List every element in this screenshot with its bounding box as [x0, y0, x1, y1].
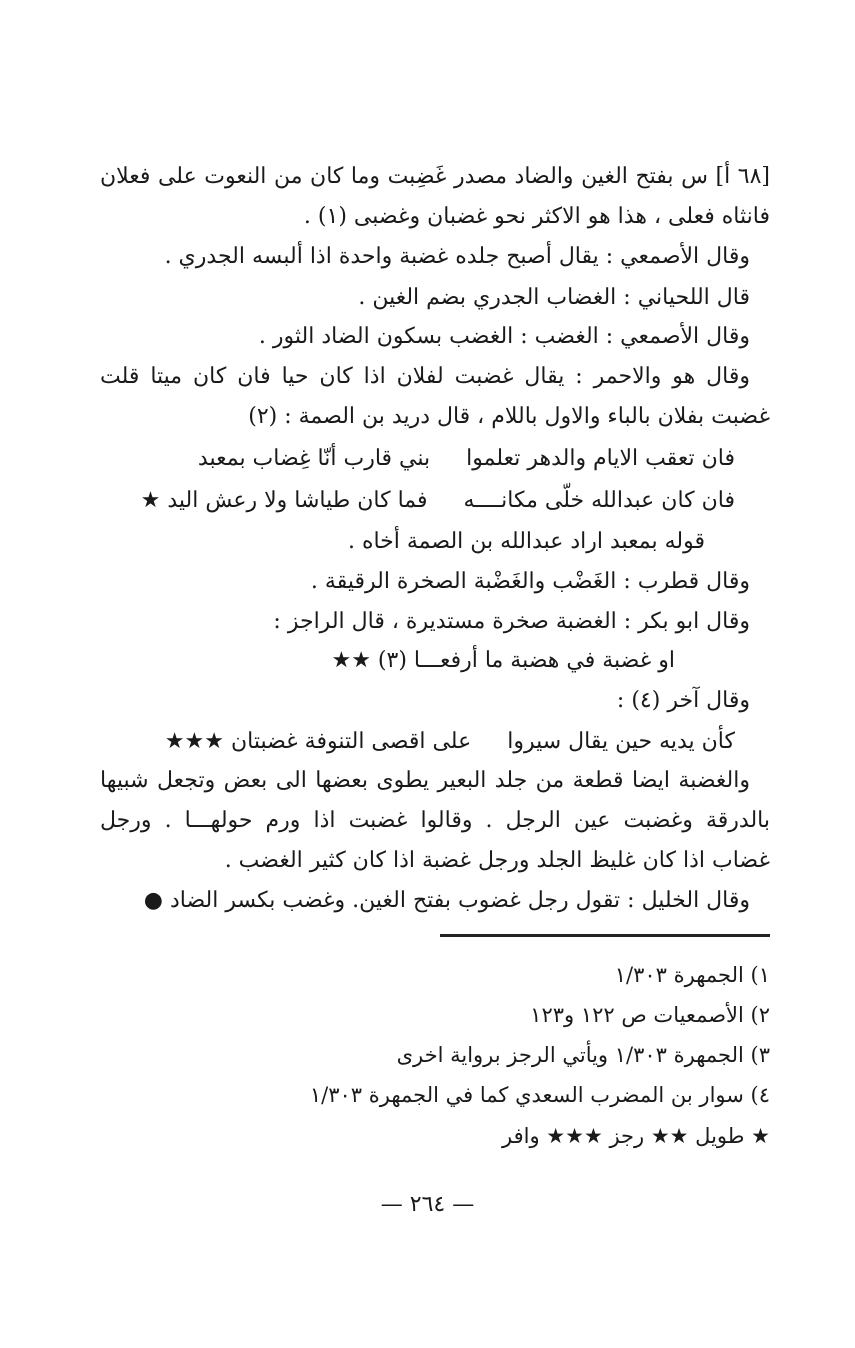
meter-key: ★ طويل ★★ رجز ★★★ وافر [502, 1124, 770, 1148]
text-line-1: [٦٨ أ] س بفتح الغين والضاد مصدر غَضِبت وما كان من النعوت على فعلان [100, 164, 770, 189]
verse-hemistich: فان كان عبدالله خلّى مكانــــه [463, 488, 735, 513]
rajaz-line: او غضبة في هضبة ما أرفعـــا (٣) ★★ [331, 648, 675, 673]
text-line-7: غضبت بفلان بالباء والاول باللام ، قال دريد بن الصمة : (٢) [248, 404, 770, 429]
text-line-10: وقال ابو بكر : الغضبة صخرة مستديرة ، قال الراجز : [273, 609, 750, 634]
text-line-15: وقال الخليل : تقول رجل غضوب بفتح الغين. وغضب بكسر الضاد ● [143, 888, 750, 913]
text-line-8: قوله بمعبد اراد عبدالله بن الصمة أخاه . [347, 529, 705, 554]
text-line-14: غضاب اذا كان غليظ الجلد ورجل غضبة اذا كان كثير الغضب . [224, 848, 770, 873]
footnote-2: ٢) الأصمعيات ص ١٢٢ و١٢٣ [530, 1003, 770, 1027]
verse-hemistich: فما كان طياشا ولا رعش اليد ★ [140, 488, 428, 513]
verse-hemistich: على اقصى التنوفة غضبتان ★★★ [164, 729, 472, 754]
text-line-5: وقال الأصمعي : الغضب : الغضب بسكون الضاد الثور . [258, 324, 750, 349]
page-number: — ٢٦٤ — [380, 1192, 475, 1217]
text-line-11: وقال آخر (٤) : [616, 688, 750, 713]
footnote-1: ١) الجمهرة ١/٣٠٣ [614, 963, 770, 987]
footnote-3: ٣) الجمهرة ١/٣٠٣ ويأتي الرجز برواية اخرى [396, 1043, 770, 1067]
text-line-3: وقال الأصمعي : يقال أصبح جلده غضبة واحدة اذا ألبسه الجدري . [164, 244, 750, 269]
verse-2 [165, 727, 735, 757]
verse-1-line-1 [198, 444, 735, 474]
text-line-2: فانثاه فعلى ، هذا هو الاكثر نحو غضبان وغضبى (١) . [303, 204, 770, 229]
verse-hemistich: فان تعقب الايام والدهر تعلموا [466, 446, 735, 471]
verse-hemistich: بني قارب أنّا غِضاب بمعبد [197, 446, 431, 471]
verse-1-line-2 [141, 486, 735, 516]
footnote-divider [440, 934, 770, 937]
text-line-9: وقال قطرب : الغَضْب والغَضْبة الصخرة الرقيقة . [310, 569, 750, 594]
text-line-6: وقال هو والاحمر : يقال غضبت لفلان اذا كان حيا فان كان ميتا قلت [100, 364, 750, 389]
verse-hemistich: كأن يديه حين يقال سيروا [507, 729, 735, 754]
text-line-12: والغضبة ايضا قطعة من جلد البعير يطوى بعضها الى بعض وتجعل شبيها [100, 768, 750, 793]
footnote-4: ٤) سوار بن المضرب السعدي كما في الجمهرة ١/٣٠٣ [309, 1083, 770, 1107]
text-line-13: بالدرقة وغضبت عين الرجل . وقالوا غضبت اذا ورم حولهـــا . ورجل [100, 808, 770, 833]
text-line-4: قال اللحياني : الغضاب الجدري بضم الغين . [358, 285, 750, 310]
